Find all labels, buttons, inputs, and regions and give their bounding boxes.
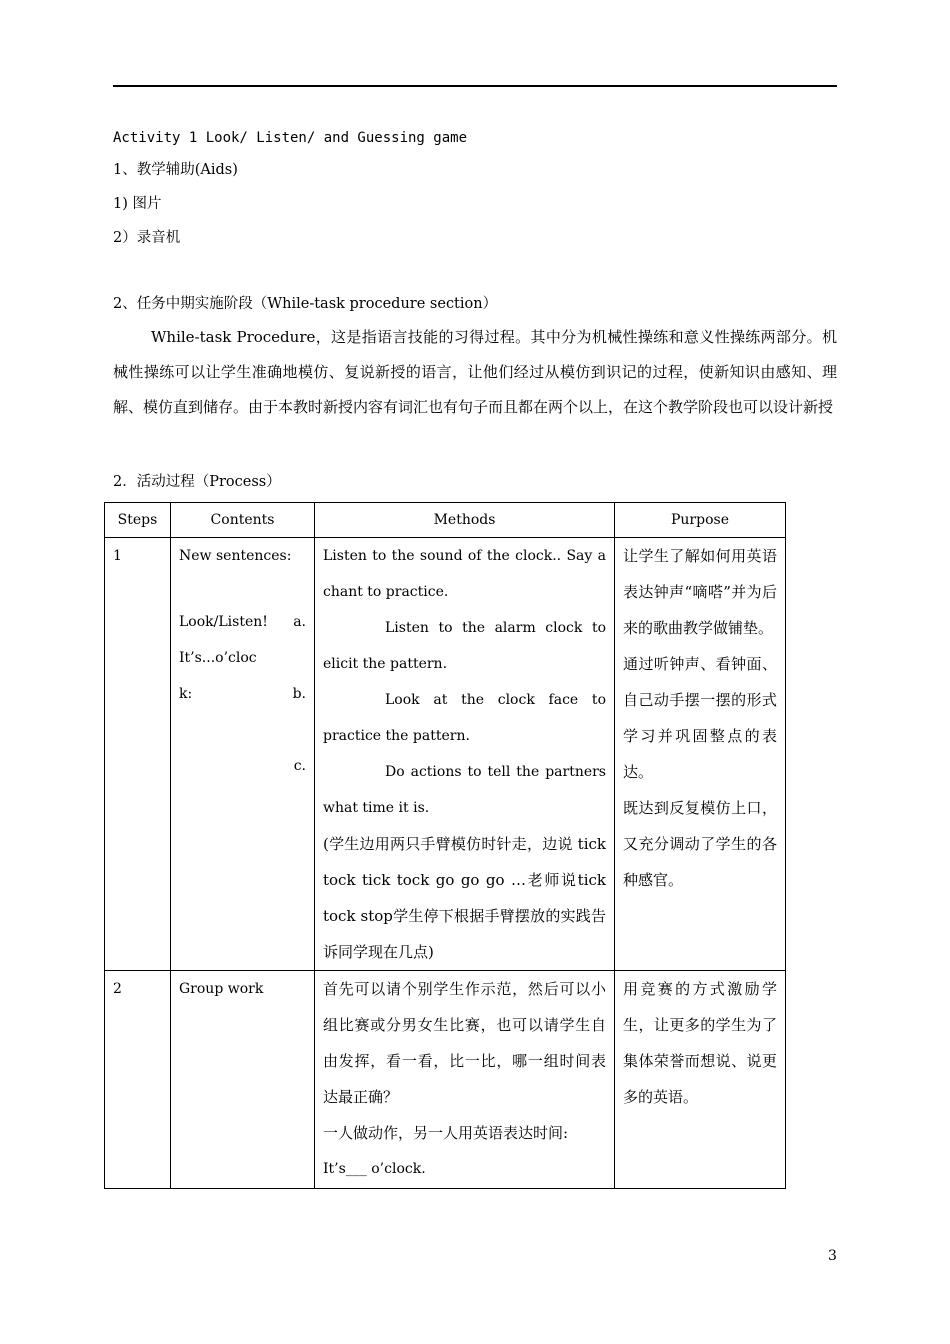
table-row xyxy=(105,971,786,1189)
purpose-item: 让学生了解如何用英语表达钟声“嘀嗒”并为后来的歌曲教学做铺垫。 xyxy=(623,547,777,637)
contents-title: New sentences: xyxy=(179,548,292,564)
method-item: 首先可以请个别学生作示范，然后可以小组比赛或分男女生比赛，也可以请学生自由发挥，看一看，比一比，哪一组时间表达最正确？ xyxy=(323,980,606,1106)
aids-item: 1) 图片 xyxy=(113,196,162,212)
purpose-cell xyxy=(615,538,786,971)
contents-marker: a. xyxy=(293,614,306,630)
contents-line xyxy=(179,604,306,640)
table-row xyxy=(105,538,786,971)
purpose-cell xyxy=(615,971,786,1189)
contents-marker: c. xyxy=(293,758,306,774)
while-task-heading: 2、任务中期实施阶段（While-task procedure section） xyxy=(113,296,498,312)
aids-item: 2）录音机 xyxy=(113,230,181,246)
process-heading: 2．活动过程（Process） xyxy=(113,474,281,490)
while-task-paragraph xyxy=(113,320,837,425)
contents-cell: Group work xyxy=(171,971,315,1189)
method-item: It’s___ o’clock. xyxy=(323,1161,426,1177)
method-item: Listen to the alarm clock to elicit the pattern. xyxy=(323,620,606,672)
purpose-item: 既达到反复模仿上口，又充分调动了学生的各种感官。 xyxy=(623,799,777,889)
methods-cell xyxy=(315,971,615,1189)
header-methods: Methods xyxy=(315,503,615,538)
contents-line xyxy=(179,676,306,712)
while-task-paragraph-text: While-task Procedure，这是指语言技能的习得过程。其中分为机械性操练和意义性操练两部分。机械性操练可以让学生准确地模仿、复说新授的语言，让他们经过从模仿到识记的过程，使新知识由感知、理解、模仿直到储存。由于本教时新授内容有词汇也有句子而且都在两个以上，在这个教学阶段也可以设计新授 xyxy=(113,328,837,416)
header-contents: Contents xyxy=(171,503,315,538)
table-header-row xyxy=(105,503,786,538)
contents-cell xyxy=(171,538,315,971)
method-item: Look at the clock face to practice the pattern. xyxy=(323,692,606,744)
contents-text: Look/Listen! xyxy=(179,614,268,630)
contents-text: It’s...o’cloc xyxy=(179,650,257,666)
step-cell: 1 xyxy=(105,538,171,971)
purpose-item: 通过听钟声、看钟面、自己动手摆一摆的形式学习并巩固整点的表达。 xyxy=(623,655,777,781)
header-rule xyxy=(113,85,837,87)
method-item: 一人做动作，另一人用英语表达时间: xyxy=(323,1124,569,1142)
method-item: Listen to the sound of the clock.. Say a chant to practice. xyxy=(323,548,606,600)
contents-marker: b. xyxy=(292,686,306,702)
header-purpose: Purpose xyxy=(615,503,786,538)
methods-cell xyxy=(315,538,615,971)
step-cell: 2 xyxy=(105,971,171,1189)
method-item: (学生边用两只手臂模仿时针走，边说 tick tock tick tock go go go …老师说tick tock stop学生停下根据手臂摆放的实践告诉同学现在几点) xyxy=(323,835,606,961)
aids-heading: 1、教学辅助(Aids) xyxy=(113,162,238,178)
contents-text: k: xyxy=(179,686,193,702)
process-table xyxy=(104,502,786,1189)
method-item: Do actions to tell the partners what time it is. xyxy=(323,764,606,816)
purpose-item: 用竞赛的方式激励学生，让更多的学生为了集体荣誉而想说、说更多的英语。 xyxy=(623,980,777,1106)
activity-title: Activity 1 Look/ Listen/ and Guessing game xyxy=(113,130,468,146)
page-number: 3 xyxy=(828,1248,837,1264)
header-steps: Steps xyxy=(105,503,171,538)
